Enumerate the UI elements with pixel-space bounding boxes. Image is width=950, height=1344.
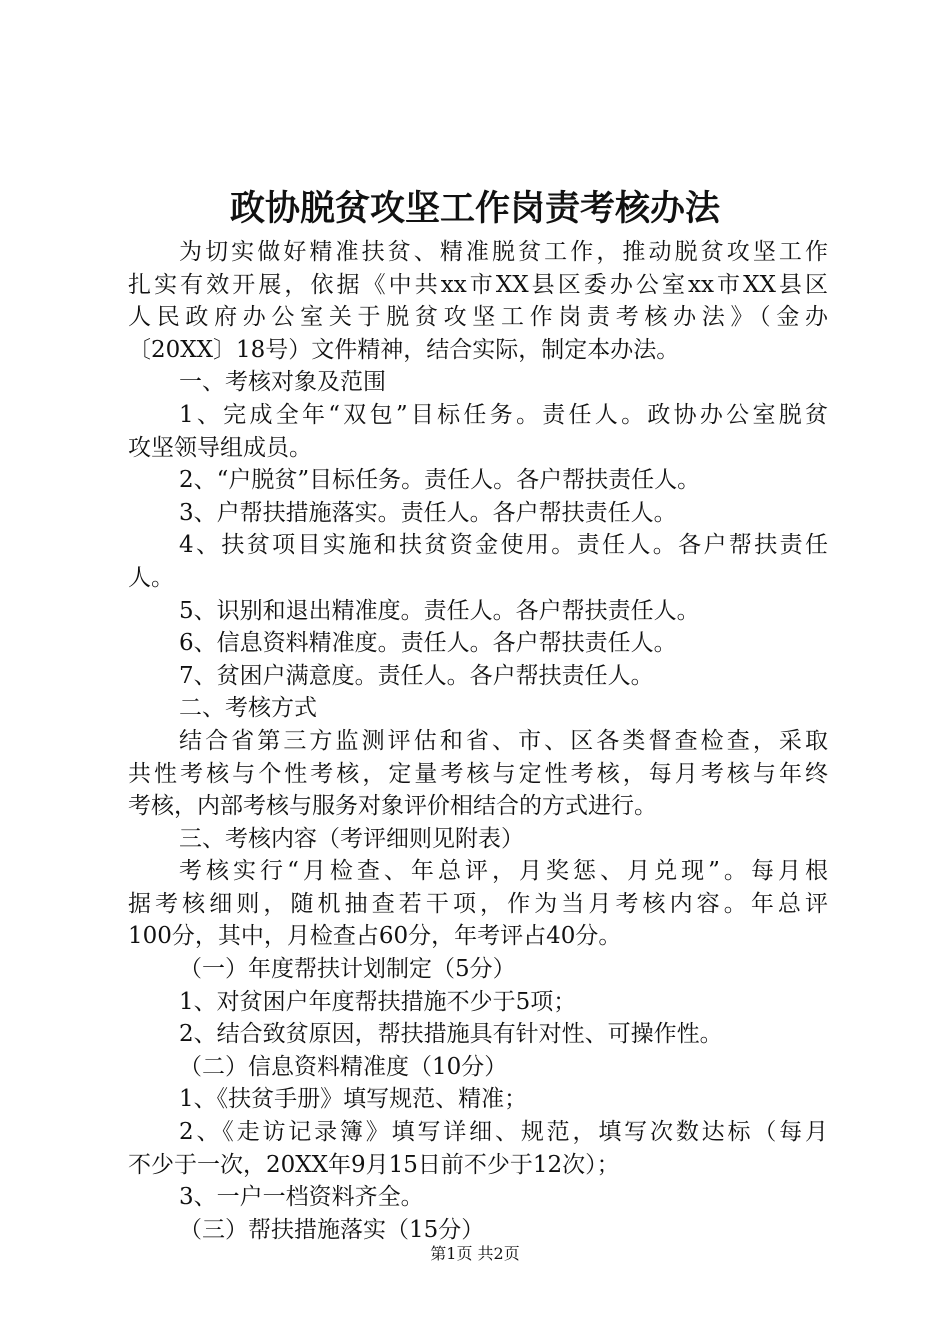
section-heading: 二、考核方式 (179, 695, 317, 722)
body-line: 7、贫困户满意度。责任人。各户帮扶责任人。 (179, 662, 654, 689)
body-line: 100分，其中，月检查占60分，年考评占40分。 (128, 923, 622, 950)
body-line: 共性考核与个性考核，定量考核与定性考核，每月考核与年终 (128, 760, 828, 787)
document-body (128, 236, 828, 1246)
body-line: 1、《扶贫手册》填写规范、精准； (179, 1086, 528, 1113)
page-number-footer: 第1页 共2页 (430, 1244, 520, 1263)
body-line: 3、户帮扶措施落实。责任人。各户帮扶责任人。 (179, 499, 677, 526)
subsection-heading: （一）年度帮扶计划制定（5分） (179, 956, 516, 983)
body-line: 4、扶贫项目实施和扶贫资金使用。责任人。各户帮扶责任 (179, 532, 828, 559)
section-heading: 一、考核对象及范围 (179, 369, 386, 396)
body-line: 〔20XX〕18号）文件精神，结合实际，制定本办法。 (128, 336, 680, 363)
section-heading: 三、考核内容（考评细则见附表） (179, 825, 524, 852)
body-line: 考核，内部考核与服务对象评价相结合的方式进行。 (128, 793, 657, 820)
body-line: 人民政府办公室关于脱贫攻坚工作岗责考核办法》（金办 (128, 304, 828, 331)
body-line: 2、结合致贫原因，帮扶措施具有针对性、可操作性。 (179, 1021, 723, 1048)
subsection-heading: （三）帮扶措施落实（15分） (179, 1216, 485, 1243)
body-line: 5、识别和退出精准度。责任人。各户帮扶责任人。 (179, 597, 700, 624)
body-line: 考核实行“月检查、年总评，月奖惩、月兑现”。每月根 (179, 858, 828, 885)
body-line: 结合省第三方监测评估和省、市、区各类督查检查，采取 (179, 727, 828, 754)
body-line: 扎实有效开展，依据《中共xx市XX县区委办公室xx市XX县区 (128, 271, 828, 298)
body-line: 2、“户脱贫”目标任务。责任人。各户帮扶责任人。 (179, 467, 701, 494)
body-line: 2、《走访记录簿》填写详细、规范，填写次数达标（每月 (179, 1119, 828, 1146)
body-line: 3、一户一档资料齐全。 (179, 1184, 424, 1211)
body-line: 不少于一次，20XX年9月15日前不少于12次）； (128, 1151, 620, 1178)
body-line: 人。 (128, 564, 174, 591)
body-line: 1、对贫困户年度帮扶措施不少于5项； (179, 988, 577, 1015)
document-title: 政协脱贫攻坚工作岗责考核办法 (229, 188, 720, 229)
body-line: 1、完成全年“双包”目标任务。责任人。政协办公室脱贫 (179, 401, 828, 428)
body-line: 攻坚领导组成员。 (128, 434, 312, 461)
subsection-heading: （二）信息资料精准度（10分） (179, 1053, 508, 1080)
body-line: 6、信息资料精准度。责任人。各户帮扶责任人。 (179, 630, 677, 657)
body-line: 据考核细则，随机抽查若干项，作为当月考核内容。年总评 (128, 890, 828, 917)
body-line: 为切实做好精准扶贫、精准脱贫工作，推动脱贫攻坚工作 (179, 239, 828, 265)
